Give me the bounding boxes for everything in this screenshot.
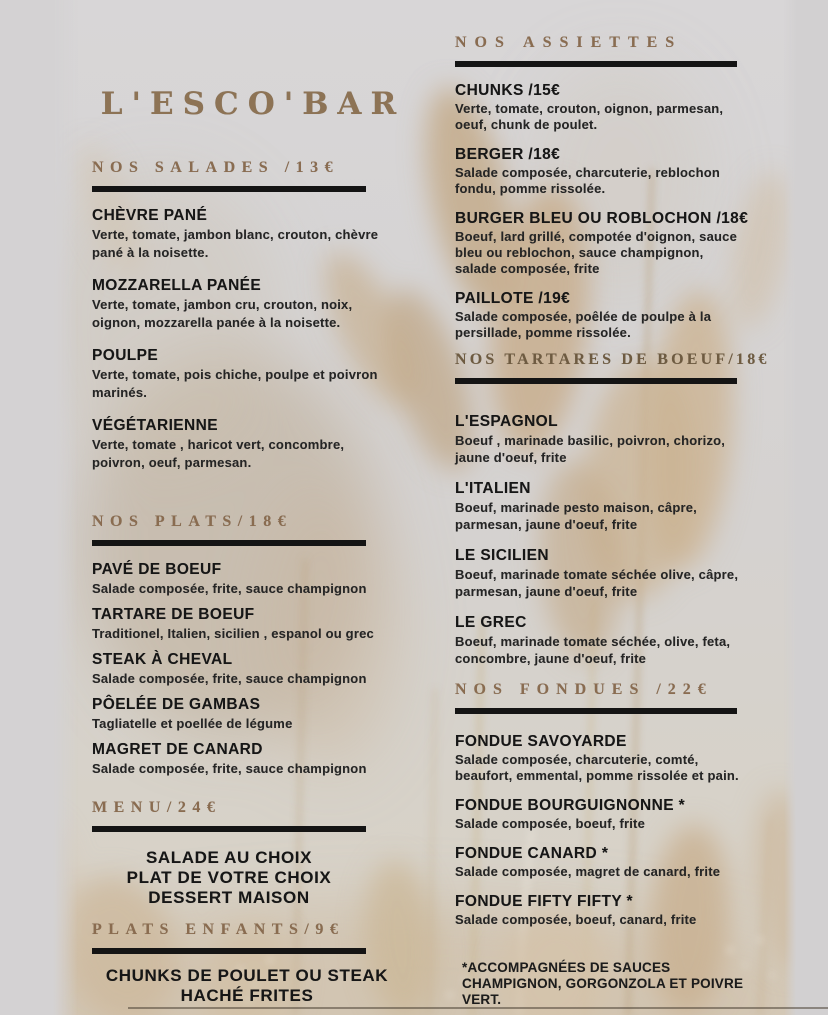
item-name: FONDUE CANARD *	[455, 845, 609, 862]
item-desc: Boeuf, lard grillé, compotée d'oignon, sauce bleu ou reblochon, sauce champignon, salade composée, frite	[455, 229, 738, 276]
item-name: FONDUE SAVOYARDE	[455, 733, 627, 750]
item-desc: Verte, tomate , haricot vert, concombre, poivron, oeuf, parmesan.	[92, 437, 345, 470]
item-name: PAILLOTE /19€	[455, 290, 571, 307]
item-desc: Traditionel, Italien, sicilien , espanol ou grec	[92, 626, 374, 641]
section-heading-plats: NOS PLATS/18€	[92, 513, 293, 530]
menu-item	[92, 416, 397, 472]
item-desc: Boeuf, marinade tomate séchée olive, câpre, parmesan, jaune d'oeuf, frite	[455, 567, 739, 599]
menu-item	[455, 479, 770, 533]
item-name: CHÈVRE PANÉ	[92, 207, 208, 224]
item-desc: Boeuf, marinade pesto maison, câpre, parmesan, jaune d'oeuf, frite	[455, 500, 697, 532]
item-name: L'ESPAGNOL	[455, 413, 558, 430]
menu-item	[455, 209, 748, 277]
menu-choice-line: DESSERT MAISON	[148, 888, 310, 907]
item-name: CHUNKS /15€	[455, 82, 561, 99]
menu-item	[455, 289, 748, 341]
item-desc: Verte, tomate, jambon cru, crouton, noix, oignon, mozzarella panée à la noisette.	[92, 297, 353, 330]
rule-bar	[92, 948, 366, 954]
menu-item	[455, 613, 770, 667]
menu-item	[92, 206, 397, 262]
menu-item	[455, 81, 748, 133]
item-name: FONDUE BOURGUIGNONNE *	[455, 797, 686, 814]
menu-item	[92, 605, 374, 642]
item-name: VÉGÉTARIENNE	[92, 417, 218, 434]
item-desc: Salade composée, charcuterie, comté, beaufort, emmental, pomme rissolée et pain.	[455, 752, 739, 783]
section-heading-tartares: NOS TARTARES DE BOEUF/18€	[455, 351, 770, 368]
menu-item	[455, 546, 770, 600]
rule-bar	[92, 826, 366, 832]
enfants-item-line: CHUNKS DE POULET OU STEAK HACHÉ FRITES	[105, 966, 389, 1005]
menu-item	[455, 892, 747, 928]
section-heading-fondues: NOS FONDUES /22€	[455, 681, 713, 698]
restaurant-title: L'ESCO'BAR	[100, 86, 406, 122]
rule-bar	[455, 708, 737, 714]
item-desc: Verte, tomate, crouton, oignon, parmesan, oeuf, chunk de poulet.	[455, 101, 724, 132]
rule-bar	[455, 61, 737, 67]
item-name: MAGRET DE CANARD	[92, 741, 263, 758]
menu-choice-line: PLAT DE VOTRE CHOIX	[126, 868, 332, 887]
rule-bar	[92, 540, 366, 546]
menu-item	[92, 276, 397, 332]
menu-choice-line: SALADE AU CHOIX	[145, 848, 313, 867]
item-desc: Salade composée, frite, sauce champignon	[92, 671, 367, 686]
item-name: MOZZARELLA PANÉE	[92, 277, 262, 294]
item-desc: Verte, tomate, jambon blanc, crouton, chèvre pané à la noisette.	[92, 227, 379, 260]
section-heading-salades: NOS SALADES /13€	[92, 159, 340, 176]
right-sky-strip	[784, 0, 828, 1015]
item-name: PÔELÉE DE GAMBAS	[92, 696, 261, 713]
section-heading-assiettes: NOS ASSIETTES	[455, 34, 683, 51]
item-name: STEAK À CHEVAL	[92, 651, 233, 668]
item-desc: Boeuf , marinade basilic, poivron, chorizo, jaune d'oeuf, frite	[455, 433, 726, 465]
item-name: LE SICILIEN	[455, 547, 549, 564]
item-name: FONDUE FIFTY FIFTY *	[455, 893, 633, 910]
item-desc: Salade composée, boeuf, frite	[455, 816, 646, 831]
item-name: PAVÉ DE BOEUF	[92, 561, 222, 578]
item-desc: Boeuf, marinade tomate séchée, olive, feta, concombre, jaune d'oeuf, frite	[455, 634, 731, 666]
item-name: TARTARE DE BOEUF	[92, 606, 255, 623]
item-name: LE GREC	[455, 614, 527, 631]
section-heading-menu: MENU/24€	[92, 799, 222, 816]
item-desc: Salade composée, frite, sauce champignon	[92, 761, 367, 776]
menu-item	[455, 145, 748, 197]
menu-item	[92, 560, 374, 597]
left-sky-strip	[0, 0, 78, 1015]
menu-item	[92, 740, 374, 777]
menu-item	[92, 346, 397, 402]
item-name: BERGER /18€	[455, 146, 561, 163]
item-desc: Salade composée, magret de canard, frite	[455, 864, 721, 879]
menu-item	[92, 650, 374, 687]
item-desc: Salade composée, charcuterie, reblochon fondu, pomme rissolée.	[455, 165, 721, 196]
menu-item	[92, 695, 374, 732]
rule-bar	[455, 378, 737, 384]
item-desc: Salade composée, boeuf, canard, frite	[455, 912, 697, 927]
item-desc: Salade composée, frite, sauce champignon	[92, 581, 367, 596]
item-name: BURGER BLEU OU ROBLOCHON /18€	[455, 210, 749, 227]
item-name: POULPE	[92, 347, 159, 364]
item-name: L'ITALIEN	[455, 480, 531, 497]
sauces-footnote: *ACCOMPAGNÉES DE SAUCES CHAMPIGNON, GORGONZOLA ET POIVRE VERT.	[462, 960, 744, 1007]
rule-bar	[92, 186, 366, 192]
section-heading-enfants: PLATS ENFANTS/9€	[92, 921, 345, 938]
item-desc: Verte, tomate, pois chiche, poulpe et poivron marinés.	[92, 367, 378, 400]
menu-item	[455, 844, 747, 880]
menu-item	[455, 412, 770, 466]
item-desc: Tagliatelle et poellée de légume	[92, 716, 293, 731]
menu-item	[455, 732, 747, 784]
menu-item	[455, 796, 747, 832]
item-desc: Salade composée, poêlée de poulpe à la persillade, pomme rissolée.	[455, 309, 712, 340]
